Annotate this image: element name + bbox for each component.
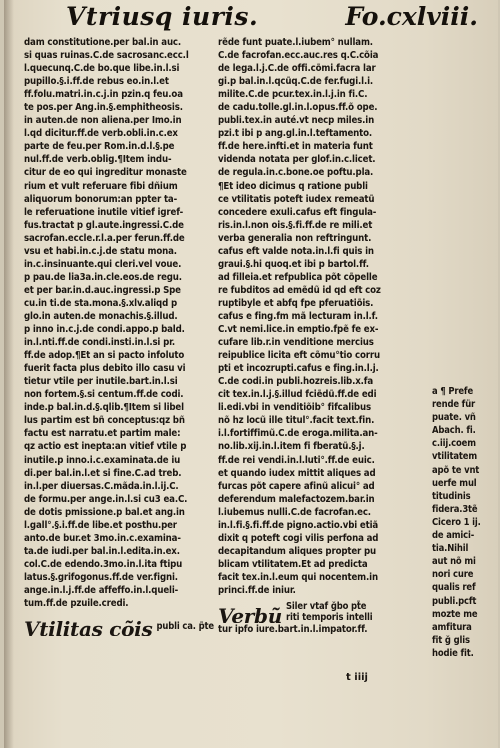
text-line: li.edi.vbi in venditiõib° fifcalibus [218,402,371,414]
text-line: non fortem.§.si centum.ff.de codi. [24,389,184,401]
text-line: rẽde funt puate.l.iubem° nullam. [218,37,373,48]
text-line: l.quecunq.C.de bo.que libe.in.l.si [24,63,180,75]
text-line: in.l.nti.ff.de condi.insti.in.l.si pr. [24,337,175,349]
section-heading [24,610,224,636]
text-line: cu.in ti.de sta.mona.§.xlv.aliqd p [24,297,177,309]
folio-number: Fo.cxlviii. [345,2,478,31]
text-line: cafus eft valde nota.in.l.fi quis in [218,245,374,257]
text-line: C.de codi.in publi.hozreis.lib.x.fa [218,376,374,388]
text-line: et quando iudex mittit aliques ad [218,467,376,479]
text-line: reipublice licita eft cõmu°tio corru [218,350,380,362]
signature-mark: t iiij [346,672,368,683]
text-line: in.l.per diuersas.C.mãda.in.l.ij.C. [24,480,179,492]
text-line: pupillo.§.i.ff.de rebus eo.in.l.et [24,76,169,88]
text-line: di.per bal.in.l.et si fine.C.ad treb. [24,467,182,479]
text-line: vsu et habi.in.c.j.de statu mona. [24,245,177,257]
text-line: de dotis pmissione.p bal.et ang.in [24,506,185,518]
text-line: graui.§.hi quoq.et ibi p bartol.ff. [218,258,369,270]
text-line: ce vtilitatis poteft iudex remeatũ [218,193,375,205]
text-line: te pos.per Ang.in.§.emphitheosis. [24,102,183,114]
text-line: apõ te vnt [432,464,480,476]
text-line: re fubditos ad emẽdũ id qd eft coz [218,284,381,296]
text-line: ruptibyle et abfq fpe pferuatiõis. [218,297,374,309]
text-line: de regula.in.c.bone.oe poftu.pla. [218,167,374,179]
text-line: dam constitutione.per bal.in auc. [24,37,182,48]
text-line: no.lib.xij.in.l.item fi fberatũ.§.j. [218,441,365,453]
text-line: i.l.fortiffimũ.C.de eroga.milita.an- [218,428,378,440]
text-line: furcas põt capere afinũ alicui° ad [218,480,375,492]
text-line: ff.de adop.¶Et an si pacto infoluto [24,350,185,362]
text-line: de formu.per ange.in.l.si cu3 ea.C. [24,493,188,505]
text-line: puate. vñ [432,412,476,424]
text-line: de amici- [432,530,475,542]
text-line: qz actio est inepta:an vitief vtile p [24,441,187,453]
text-line: inde.p bal.in.d.§.qlib.¶Item si libel [24,402,184,414]
text-line: anto.de bur.et 3mo.in.c.examina- [24,532,181,544]
text-line: C.de facrofan.ecc.auc.res q.C.cõia [218,50,379,62]
text-line: pti et incozrupti.cafus e fing.in.l.j. [218,363,379,375]
text-line: inutile.p inno.i.c.examinata.de iu [24,454,181,466]
text-line: in.l.fi.§.fi.ff.de pigno.actio.vbi etiã [218,519,379,531]
text-line: l.iubemus nulli.C.de facrofan.ec. [218,506,371,518]
text-line: amfitura [432,621,472,633]
text-line: videnda notata per glof.in.c.licet. [218,154,376,166]
text-line: deferendum malefactozem.bar.in [218,493,375,505]
text-line: cufare lib.r.in venditione mercius [218,337,374,349]
text-line: factu est narratu.et partim male: [24,428,181,440]
text-line: le referuatione inutile vitief igref- [24,206,184,218]
text-line: l.qd dicitur.ff.de verb.obli.in.c.ex [24,128,178,140]
text-line: gi.p bal.in.l.qcũq.C.de fer.fugi.l.i. [218,76,374,88]
text-line: rium et vult referuare fibi dñium [24,180,178,192]
text-line: mozte me [432,608,478,620]
text-line: vtilitatem [432,451,477,463]
text-line: publi.pcft [432,595,477,607]
heading-word: Verbũ [218,603,282,624]
text-line: rende für [432,399,476,411]
text-line: ff.de rei vendi.in.l.luti°.ff.de euic. [218,454,375,466]
text-line: parte de feu.per Rom.in.d.l.§.pe [24,141,175,153]
text-line: aliquorum bonorum:an ppter ta- [24,193,178,205]
text-line: ta.de iudi.per bal.in.l.edita.in.ex. [24,545,180,557]
left-text-column [24,36,224,636]
text-line: nori cure [432,569,474,581]
text-line: c.iij.coem [432,438,476,450]
right-text-column [218,36,420,636]
text-line: facit tex.in.l.eum qui nocentem.in [218,571,378,583]
margin-gloss [432,385,496,660]
text-line: Abach. fi. [432,425,476,437]
text-line: latus.§.grifogonus.ff.de ver.figni. [24,571,178,583]
text-line: titudinis [432,490,471,502]
text-line: tietur vtile per inutile.bart.in.l.si [24,376,178,388]
text-line: ange.in.l.j.ff.de affeffo.in.l.queli- [24,584,179,596]
text-line: qualis ref [432,582,476,594]
running-head [56,2,478,34]
text-line: citur de eo qui ingreditur monaste [24,167,187,179]
heading-word: Vtilitas cõis [24,617,153,637]
text-line: sacrofan.eccle.r.l.a.per ferun.ff.de [24,232,185,244]
text-line: decapitandum aliques propter pu [218,545,377,557]
text-line: pzi.t ibi p ang.gl.in.l.teftamento. [218,128,373,140]
text-line: l.gall°.§.i.ff.de libe.et posthu.per [24,519,177,531]
text-line: uerfe mul [432,477,477,489]
text-line: p pau.de lia3a.in.cle.eos.de regu. [24,271,182,283]
text-line: nõ hz locũ ille titul°.facit text.fin. [218,415,375,427]
gutter-shadow [4,0,14,748]
text-line: fidera.3tẽ [432,503,478,515]
text-line: glo.in auten.de monachis.§.illud. [24,310,178,322]
text-line: concedere exuli.cafus eft fingula- [218,206,377,218]
text-line: hodie fit. [432,647,474,659]
text-line: aut nõ mi [432,556,476,568]
text-line: tum.ff.de pzuile.credi. [24,598,129,610]
text-line: princi.ff.de iniur. [218,584,296,596]
text-line: de cadu.tolle.gl.in.l.opus.ff.õ ope. [218,102,378,114]
text-line: de lega.l.j.C.de offi.cõmi.facra lar [218,63,376,75]
text-line: verba generalia non reftringunt. [218,232,372,244]
heading-tail: publi ca. p̃te [156,621,214,633]
running-title: Vtriusq iuris. [66,2,259,31]
text-line: milite.C.de pcur.tex.in.l.j.in fi.C. [218,89,368,101]
heading-tail: riti temporis intelli [285,612,373,624]
text-line: Cicero 1 ij. [432,516,481,528]
text-line: et per bar.in.d.auc.ingressi.p Spe [24,284,181,296]
text-line: publi.tex.in auté.vt necp miles.in [218,115,375,127]
heading-tail: Siler vtaf ğbo pt̃e [285,601,367,613]
text-line: p inno in.c.j.de condi.appo.p bald. [24,324,185,336]
section-heading [218,597,420,623]
text-line: dixit q poteft cogi vilis perfona ad [218,532,379,544]
book-page [4,0,498,748]
text-line: nul.ff.de verb.oblig.¶Item indu- [24,154,172,166]
text-line: a ¶ Prefe [432,386,474,397]
text-line: ad filleia.et refpublica põt cõpelle [218,271,378,283]
text-line: col.C.de edendo.3mo.in.l.ita ftipu [24,558,183,570]
text-line: fus.tractat p gl.aute.ingressi.C.de [24,219,184,231]
text-line: ¶Et ideo dicimus q ratione publi [218,180,368,192]
text-line: C.vt nemi.lice.in emptio.fpẽ fe ex- [218,324,379,336]
text-line: in.c.insinuante.qui cleri.vel voue. [24,258,182,270]
text-line: ff.de here.infti.et in materia funt [218,141,373,153]
text-line: blicam vtilitatem.Et ad predicta [218,558,368,570]
text-line: lus partim est bñ conceptus:qz bñ [24,415,185,427]
text-line: tia.Nihil [432,543,469,555]
text-line: in auten.de non aliena.per Imo.in [24,115,182,127]
text-line: si quas ruinas.C.de sacrosanc.ecc.l [24,50,189,62]
text-line: cit tex.in.l.j.§.illud fciẽdũ.ff.de edi [218,389,377,401]
text-line: ff.folu.matri.in.c.j.in pzin.q feu.oa [24,89,183,101]
text-line: cafus e fing.fm mã lecturam in.l.f. [218,310,378,322]
text-line: fit ğ glis [432,634,470,646]
text-line: ris.in.l.non ois.§.fi.ff.de re mili.et [218,219,373,231]
text-line: fuerit facta plus debito illo casu vi [24,363,186,375]
text-line: tur ipfo iure.bart.in.l.impator.ff. [218,624,368,636]
